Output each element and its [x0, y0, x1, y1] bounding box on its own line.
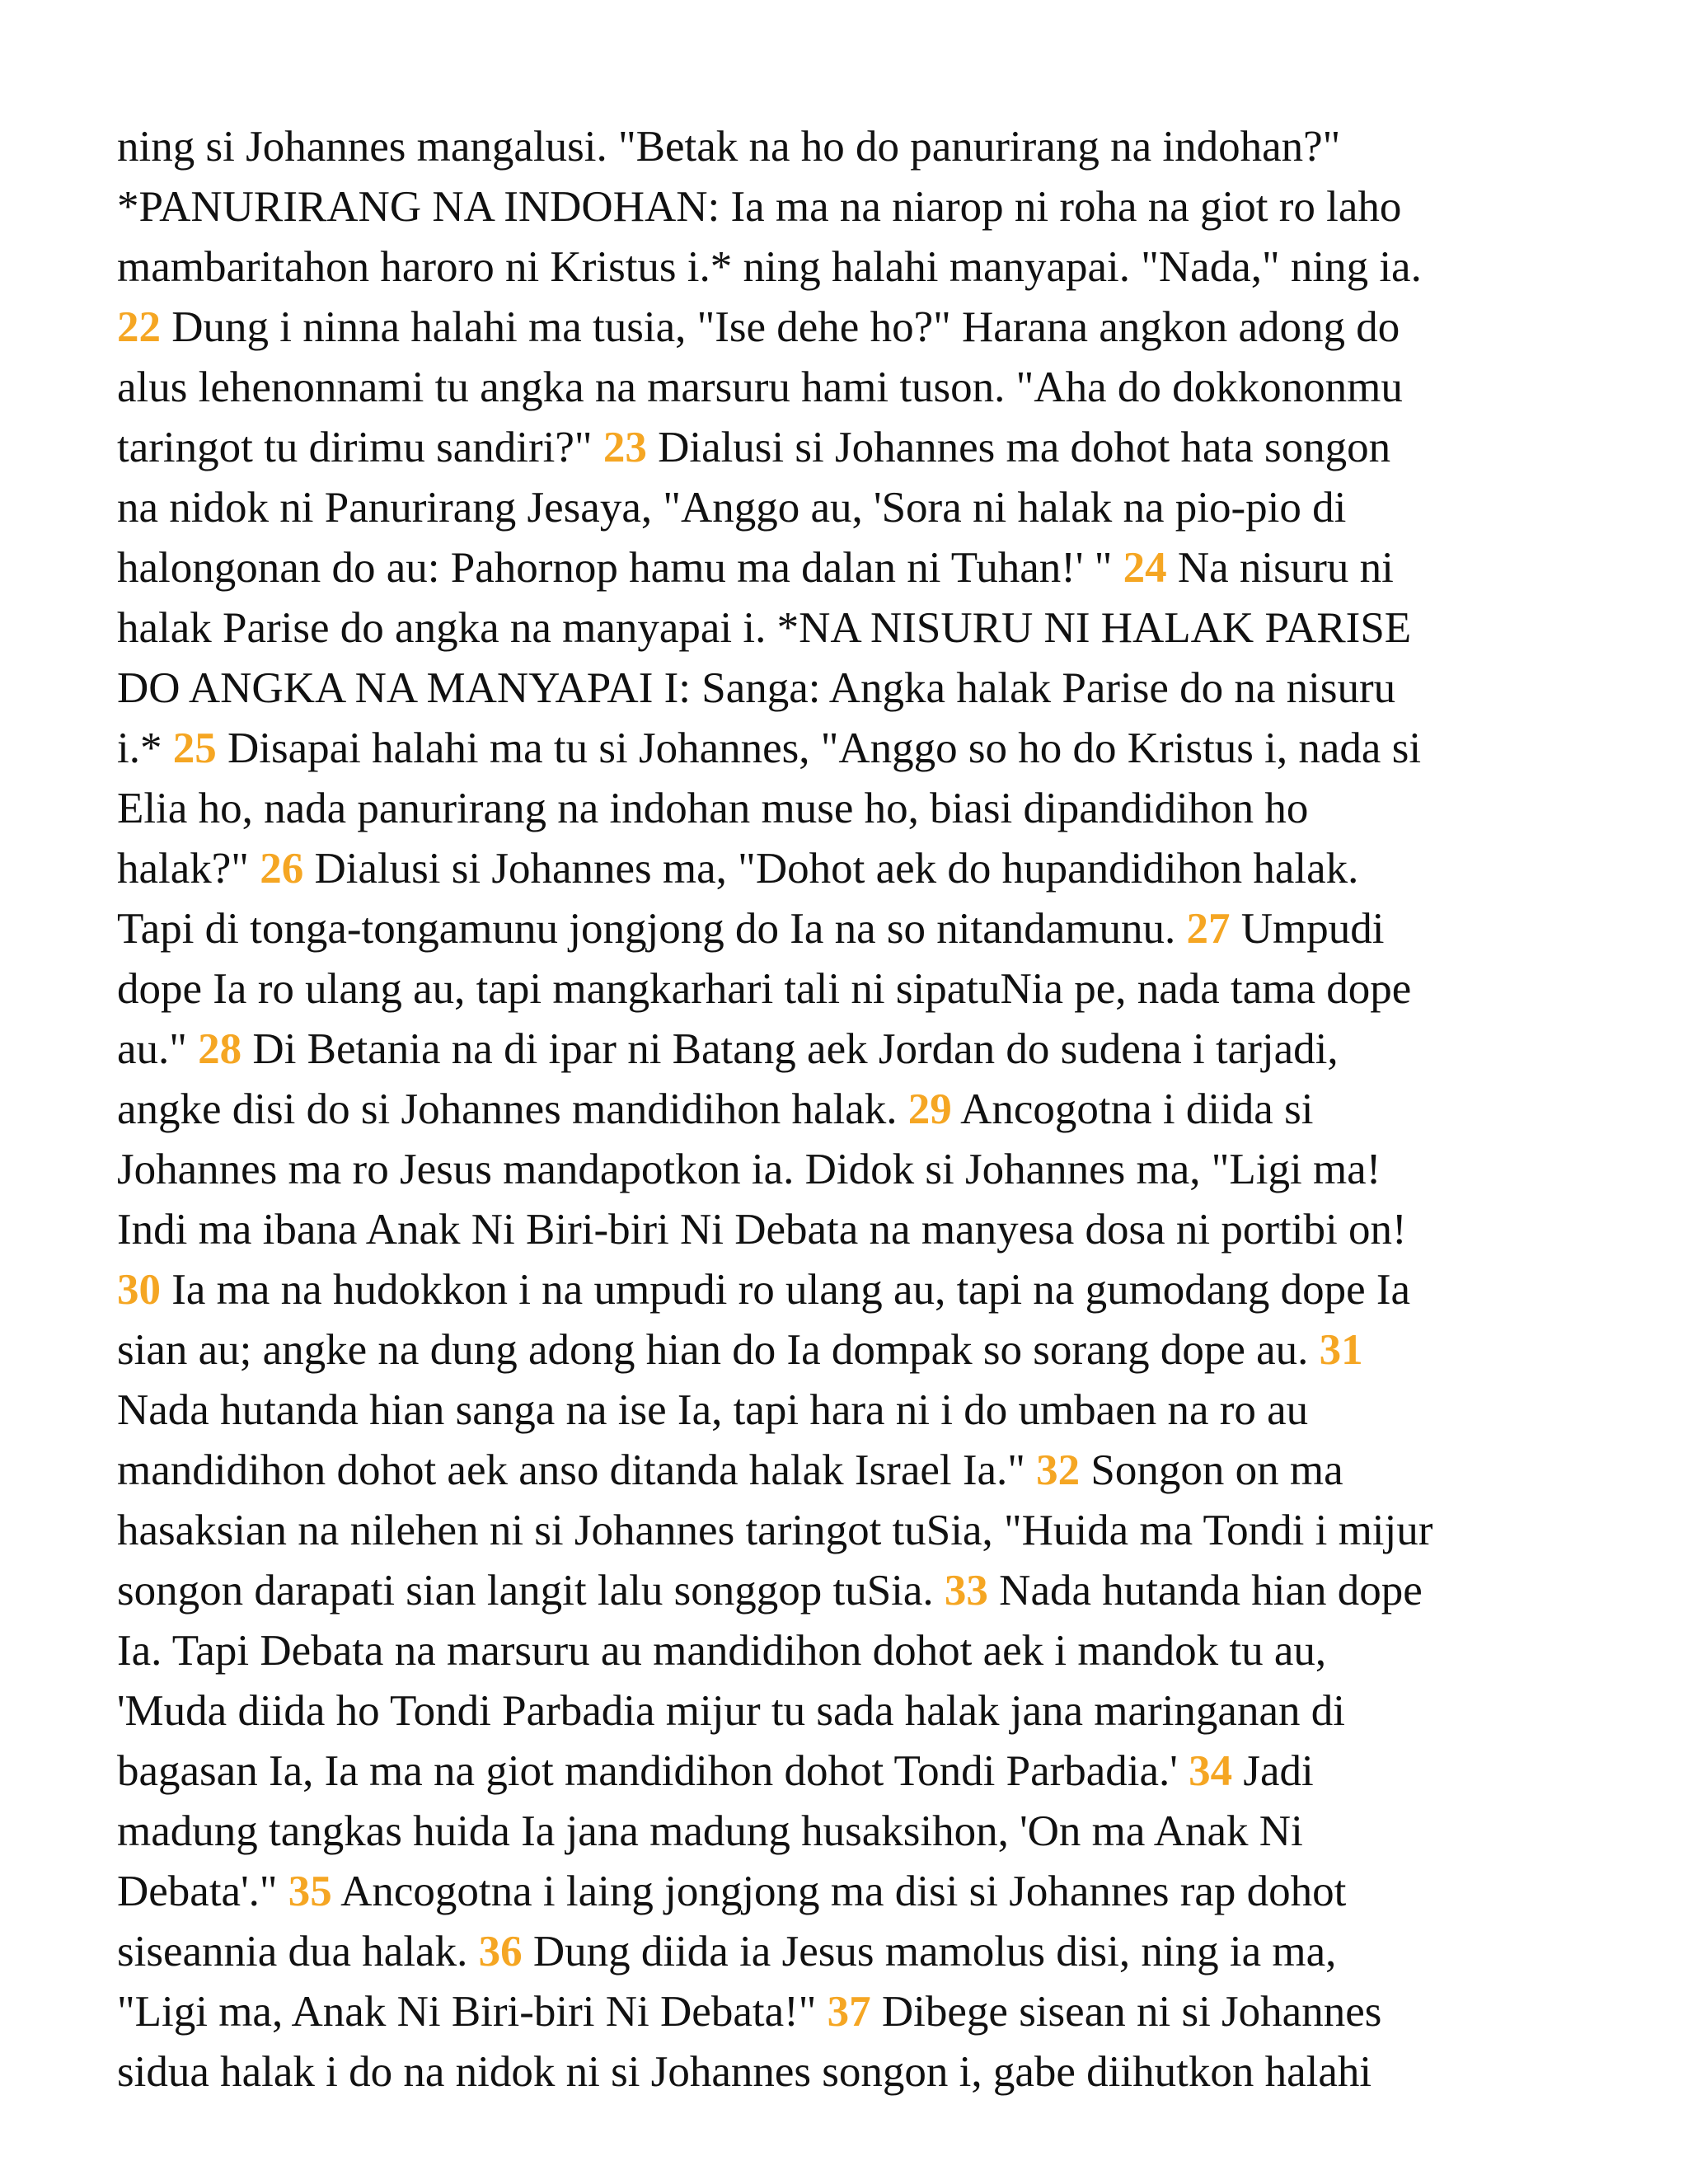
- verse-text: siseannia dua halak.: [117, 1928, 479, 1975]
- verse-text: Tapi di tonga-tongamunu jongjong do Ia na so nitandamunu.: [117, 905, 1187, 953]
- text-line: [117, 1200, 1592, 1260]
- verse-text: bagasan Ia, Ia ma na giot mandidihon dohot Tondi Parbadia.': [117, 1747, 1189, 1795]
- text-line: [117, 1320, 1592, 1380]
- verse-text: Songon on ma: [1080, 1446, 1343, 1494]
- text-line: [117, 1501, 1592, 1561]
- verse-number: 23: [603, 424, 647, 471]
- verse-number: 37: [827, 1988, 871, 2036]
- verse-number: 32: [1036, 1446, 1081, 1494]
- text-line: [117, 658, 1592, 719]
- text-line: [117, 1080, 1592, 1140]
- verse-text: i.*: [117, 724, 173, 772]
- text-line: [117, 1561, 1592, 1621]
- body-text: [117, 117, 1592, 2102]
- text-line: [117, 1140, 1592, 1200]
- verse-text: dope Ia ro ulang au, tapi mangkarhari tali ni sipatuNia pe, nada tama dope: [117, 965, 1412, 1013]
- text-line: [117, 1862, 1592, 1922]
- verse-text: Dialusi si Johannes ma dohot hata songon: [646, 424, 1391, 471]
- verse-number: 34: [1189, 1747, 1233, 1795]
- text-line: [117, 1681, 1592, 1741]
- verse-number: 28: [198, 1025, 242, 1073]
- verse-number: 27: [1186, 905, 1231, 953]
- verse-text: Ancogotna i diida si: [951, 1085, 1314, 1133]
- verse-text: halak Parise do angka na manyapai i. *NA NISURU NI HALAK PARISE: [117, 604, 1412, 652]
- verse-number: 26: [260, 845, 304, 893]
- verse-text: sian au; angke na dung adong hian do Ia dompak so sorang dope au.: [117, 1326, 1320, 1374]
- text-line: [117, 1380, 1592, 1441]
- verse-text: Dung diida ia Jesus mamolus disi, ning ia ma,: [522, 1928, 1337, 1975]
- verse-text: Jadi: [1232, 1747, 1314, 1795]
- verse-text: Nada hutanda hian sanga na ise Ia, tapi hara ni i do umbaen na ro au: [117, 1386, 1309, 1434]
- text-line: [117, 418, 1592, 478]
- verse-text: Johannes ma ro Jesus mandapotkon ia. Didok si Johannes ma, "Ligi ma!: [117, 1146, 1381, 1193]
- verse-text: Debata'.": [117, 1868, 288, 1915]
- text-line: [117, 298, 1592, 358]
- verse-number: 36: [478, 1928, 523, 1975]
- verse-text: Ia ma na hudokkon i na umpudi ro ulang au, tapi na gumodang dope Ia: [161, 1266, 1411, 1314]
- verse-number: 33: [944, 1567, 988, 1615]
- text-line: [117, 719, 1592, 779]
- verse-text: sidua halak i do na nidok ni si Johannes songon i, gabe diihutkon halahi: [117, 2048, 1372, 2096]
- verse-text: DO ANGKA NA MANYAPAI I: Sanga: Angka halak Parise do na nisuru: [117, 664, 1396, 712]
- verse-text: Ancogotna i laing jongjong ma disi si Johannes rap dohot: [331, 1868, 1347, 1915]
- verse-text: Umpudi: [1230, 905, 1385, 953]
- verse-text: songon darapati sian langit lalu songgop tuSia.: [117, 1567, 945, 1615]
- verse-number: 25: [172, 724, 217, 772]
- verse-number: 35: [288, 1868, 332, 1915]
- verse-text: "Ligi ma, Anak Ni Biri-biri Ni Debata!": [117, 1988, 828, 2036]
- verse-text: alus lehenonnami tu angka na marsuru hami tuson. "Aha do dokkononmu: [117, 363, 1403, 411]
- verse-number: 29: [907, 1085, 952, 1133]
- verse-text: ning si Johannes mangalusi. "Betak na ho do panurirang na indohan?": [117, 123, 1341, 171]
- text-line: [117, 358, 1592, 418]
- text-line: [117, 1982, 1592, 2042]
- text-line: [117, 779, 1592, 839]
- text-line: [117, 1441, 1592, 1501]
- text-line: [117, 538, 1592, 598]
- text-line: [117, 839, 1592, 899]
- text-line: [117, 1621, 1592, 1681]
- text-line: [117, 959, 1592, 1019]
- verse-text: Elia ho, nada panurirang na indohan muse ho, biasi dipandidihon ho: [117, 785, 1309, 832]
- verse-number: 22: [117, 303, 161, 351]
- verse-text: hasaksian na nilehen ni si Johannes taringot tuSia, "Huida ma Tondi i mijur: [117, 1507, 1433, 1554]
- verse-text: Disapai halahi ma tu si Johannes, "Anggo so ho do Kristus i, nada si: [216, 724, 1422, 772]
- verse-text: Di Betania na di ipar ni Batang aek Jordan do sudena i tarjadi,: [241, 1025, 1339, 1073]
- text-line: [117, 177, 1592, 237]
- verse-text: Dung i ninna halahi ma tusia, "Ise dehe ho?" Harana angkon adong do: [161, 303, 1400, 351]
- verse-text: Dialusi si Johannes ma, "Dohot aek do hupandidihon halak.: [303, 845, 1359, 893]
- verse-number: 31: [1319, 1326, 1363, 1374]
- verse-text: Dibege sisean ni si Johannes: [870, 1988, 1382, 2036]
- text-line: [117, 478, 1592, 538]
- verse-text: madung tangkas huida Ia jana madung husaksihon, 'On ma Anak Ni: [117, 1807, 1303, 1855]
- text-line: [117, 117, 1592, 177]
- verse-text: *PANURIRANG NA INDOHAN: Ia ma na niarop ni roha na giot ro laho: [117, 183, 1402, 231]
- verse-text: Ia. Tapi Debata na marsuru au mandidihon dohot aek i mandok tu au,: [117, 1627, 1327, 1675]
- verse-text: mambaritahon haroro ni Kristus i.* ning halahi manyapai. "Nada," ning ia.: [117, 243, 1422, 291]
- text-line: [117, 1260, 1592, 1320]
- text-line: [117, 1019, 1592, 1080]
- verse-text: angke disi do si Johannes mandidihon halak.: [117, 1085, 908, 1133]
- verse-text: Na nisuru ni: [1166, 544, 1394, 592]
- text-line: [117, 899, 1592, 959]
- text-line: [117, 598, 1592, 658]
- text-line: [117, 2042, 1592, 2102]
- verse-text: taringot tu dirimu sandiri?": [117, 424, 603, 471]
- verse-text: na nidok ni Panurirang Jesaya, "Anggo au, 'Sora ni halak na pio-pio di: [117, 484, 1347, 532]
- verse-text: Indi ma ibana Anak Ni Biri-biri Ni Debata na manyesa dosa ni portibi on!: [117, 1206, 1407, 1254]
- text-line: [117, 237, 1592, 298]
- verse-text: halak?": [117, 845, 260, 893]
- text-line: [117, 1922, 1592, 1982]
- verse-text: Nada hutanda hian dope: [987, 1567, 1423, 1615]
- text-line: [117, 1741, 1592, 1802]
- verse-text: 'Muda diida ho Tondi Parbadia mijur tu sada halak jana maringanan di: [117, 1687, 1345, 1735]
- verse-text: halongonan do au: Pahornop hamu ma dalan ni Tuhan!' ": [117, 544, 1123, 592]
- verse-text: mandidihon dohot aek anso ditanda halak Israel Ia.": [117, 1446, 1037, 1494]
- verse-number: 30: [117, 1266, 161, 1314]
- verse-number: 24: [1123, 544, 1167, 592]
- text-line: [117, 1802, 1592, 1862]
- verse-text: au.": [117, 1025, 199, 1073]
